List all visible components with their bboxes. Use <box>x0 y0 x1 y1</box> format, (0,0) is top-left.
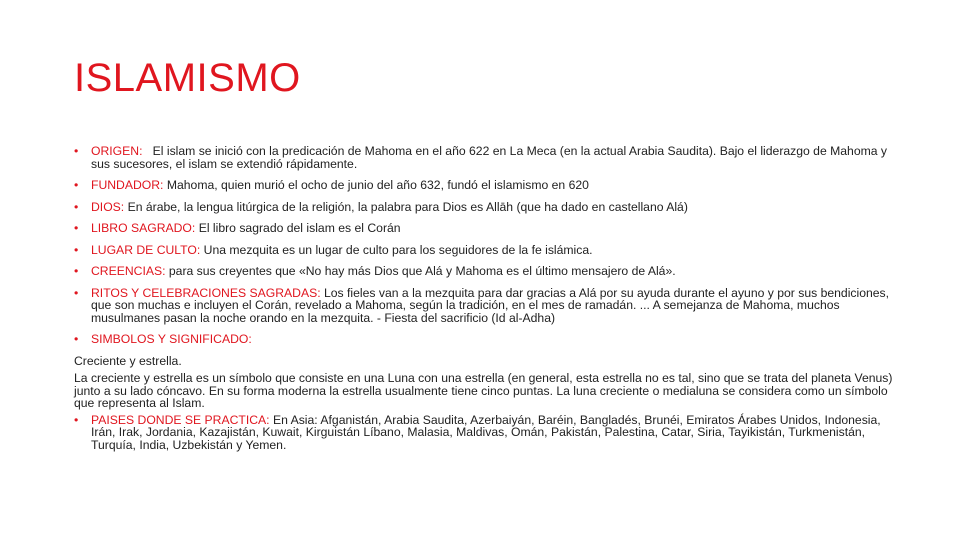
symbol-paragraph: La creciente y estrella es un símbolo que consiste en una Luna con una estrella (en general, esta estrella no es tal, sino que se trata del planeta Venus) junto a su lado cóncavo. En su forma moderna la estrella usualmente tiene cinco puntas. La luna creciente o medialuna se considera como un símbolo que representa al Islam. <box>74 371 893 410</box>
bullet-marker: • <box>74 264 79 278</box>
bullet-marker: • <box>74 178 79 192</box>
bullet-text: para sus creyentes que «No hay más Dios que Alá y Mahoma es el último mensajero de Alá». <box>168 264 676 278</box>
bullet-text: Los fieles van a la mezquita para dar gracias a Alá por su ayuda durante el ayuno y por sus bendiciones, que son muchas e incluyen el Corán, revelado a Mahoma, según la tradición, en el mes de ramadán. ... A semejanza de Mahoma, muchos musulmanes pasan la noche orando en la mezquita. - Fiesta del sacrificio (Id al-Adha) <box>91 285 890 325</box>
bullet-text: El islam se inició con la predicación de Mahoma en el año 622 en La Meca (en la actual Arabia Saudita). Bajo el liderazgo de Mahoma y sus sucesores, el islam se extendió rápidamente. <box>91 144 888 171</box>
bullet-marker: • <box>74 332 79 346</box>
bullet-text: Mahoma, quien murió el ocho de junio del año 632, fundó el islamismo en 620 <box>166 178 589 192</box>
bullet-label: ORIGEN: <box>91 144 143 158</box>
bullet-marker: • <box>74 199 79 214</box>
bullet-text: El libro sagrado del islam es el Corán <box>198 221 401 235</box>
bullet-label: DIOS: <box>91 199 125 214</box>
bullet-marker: • <box>74 221 79 235</box>
bullet-label: FUNDADOR: <box>91 178 164 192</box>
bullet-label: RITOS Y CELEBRACIONES SAGRADAS: <box>91 285 321 300</box>
bullet-label: PAISES DONDE SE PRACTICA: <box>91 412 270 427</box>
bullet-label: SIMBOLOS Y SIGNIFICADO: <box>91 332 252 346</box>
bullet-origen <box>74 145 894 170</box>
bullet-fundador <box>74 179 894 192</box>
bullet-marker: • <box>74 242 79 257</box>
bullet-marker: • <box>74 285 79 300</box>
slide-content <box>74 145 894 460</box>
bullet-creencias <box>74 265 894 278</box>
slide-title: ISLAMISMO <box>74 56 301 100</box>
bullet-dios <box>74 201 894 214</box>
bullet-ritos <box>74 287 894 325</box>
symbol-heading: Creciente y estrella. <box>74 353 182 368</box>
bullet-paises <box>74 414 894 452</box>
bullet-libro-sagrado <box>74 222 894 235</box>
bullet-label: CREENCIAS: <box>91 264 166 278</box>
bullet-marker: • <box>74 412 79 427</box>
bullet-lugar-de-culto <box>74 244 894 257</box>
bullet-simbolos <box>74 333 894 346</box>
bullet-label: LIBRO SAGRADO: <box>91 221 196 235</box>
bullet-text: En árabe, la lengua litúrgica de la religión, la palabra para Dios es Allāh (que ha dado en castellano Alá) <box>127 199 688 214</box>
bullet-marker: • <box>74 144 79 158</box>
bullet-text: En Asia: Afganistán, Arabia Saudita, Azerbaiyán, Baréin, Bangladés, Brunéi, Emiratos Árabes Unidos, Indonesia, Irán, Irak, Jordania, Kazajistán, Kuwait, Kirguistán Líbano, Malasia, Maldivas, Omán, Pakistán, Palestina, Catar, Siria, Tayikistán, Turkmenistán, Turquía, India, Uzbekistán y Yemen. <box>91 412 881 452</box>
bullet-label: LUGAR DE CULTO: <box>91 242 201 257</box>
bullet-text: Una mezquita es un lugar de culto para los seguidores de la fe islámica. <box>203 242 593 257</box>
